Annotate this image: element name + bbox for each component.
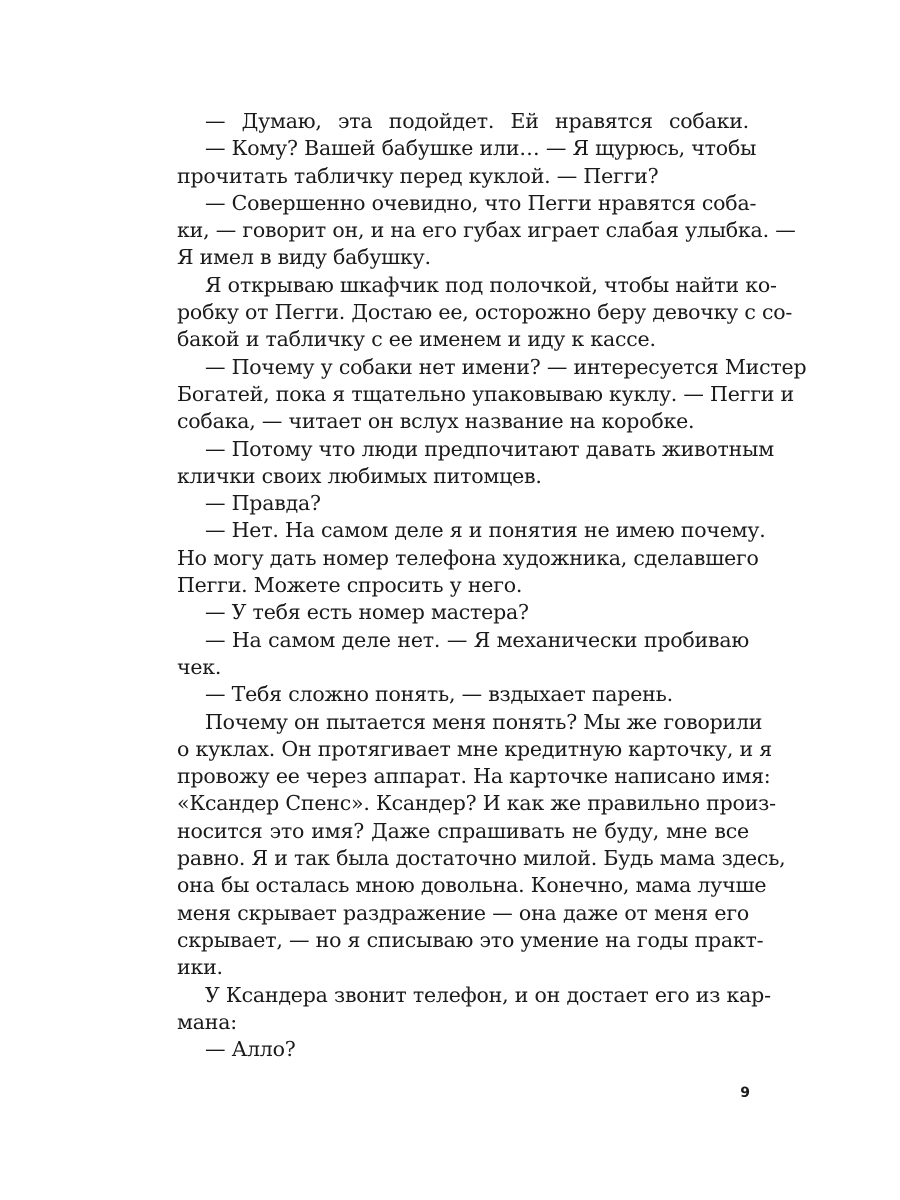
text-line: У Ксандера звонит телефон, и он достает его из кар- (205, 982, 771, 1007)
text-line: — Правда? (205, 491, 321, 516)
text-line: она бы осталась мною довольна. Конечно, мама лучше (177, 873, 767, 898)
text-line: робку от Пегги. Достаю ее, осторожно беру девочку с со- (177, 300, 793, 325)
text-line: прочитать табличку перед куклой. — Пегги? (177, 163, 659, 188)
text-line: носится это имя? Даже спрашивать не буду, мне все (177, 818, 749, 843)
text-line: чек. (177, 654, 222, 679)
text-line: Богатей, пока я тщательно упаковываю куклу. — Пегги и (177, 381, 794, 406)
text-line: — Думаю, эта подойдет. Ей нравятся собаки. (205, 109, 749, 133)
text-line: — Тебя сложно понять, — вздыхает парень. (205, 682, 673, 707)
text-line: Почему он пытается меня понять? Мы же говорили (205, 709, 763, 734)
text-line: — Алло? (205, 1037, 296, 1062)
text-line: — У тебя есть номер мастера? (205, 600, 529, 625)
text-line: — На самом деле нет. — Я механически пробиваю (205, 627, 749, 652)
text-line: — Кому? Вашей бабушке или… — Я щурюсь, чтобы (205, 136, 757, 161)
text-line: — Нет. На самом деле я и понятия не имею почему. (205, 518, 766, 543)
text-line: скрывает, — но я списываю это умение на годы практ- (177, 927, 764, 952)
text-line: собака, — читает он вслух название на коробке. (177, 409, 695, 434)
text-line: провожу ее через аппарат. На карточке написано имя: (177, 764, 771, 789)
text-line: — Почему у собаки нет имени? — интересуется Мистер (205, 354, 807, 379)
text-line: ики. (177, 955, 223, 980)
text-line: «Ксандер Спенс». Ксандер? И как же правильно произ- (177, 791, 776, 816)
text-line: Я открываю шкафчик под полочкой, чтобы найти ко- (205, 272, 777, 297)
text-line: клички своих любимых питомцев. (177, 463, 542, 488)
text-line: мана: (177, 1009, 237, 1034)
body-text (177, 108, 807, 1063)
page-number: 9 (740, 1085, 750, 1101)
text-line: — Потому что люди предпочитают давать животным (205, 436, 774, 461)
text-line: — Совершенно очевидно, что Пегги нравятся соба- (205, 190, 757, 215)
text-line: Пегги. Можете спросить у него. (177, 573, 523, 598)
text-line: Я имел в виду бабушку. (177, 245, 431, 270)
text-line: ки, — говорит он, и на его губах играет слабая улыбка. — (177, 218, 796, 243)
text-line: равно. Я и так была достаточно милой. Будь мама здесь, (177, 846, 786, 871)
text-line: меня скрывает раздражение — она даже от меня его (177, 900, 749, 925)
text-line: о куклах. Он протягивает мне кредитную карточку, и я (177, 736, 772, 761)
text-line: бакой и табличку с ее именем и иду к кассе. (177, 327, 656, 352)
text-line: Но могу дать номер телефона художника, сделавшего (177, 545, 759, 570)
